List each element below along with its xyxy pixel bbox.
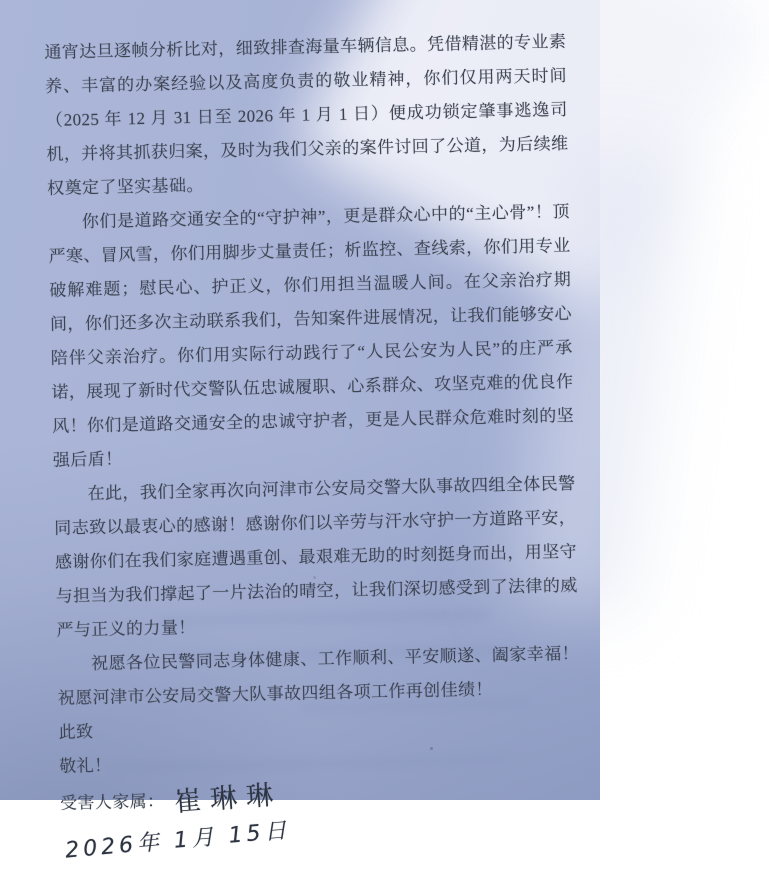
date-handwritten: 2026年 1月 15日 <box>64 818 292 864</box>
signature-label: 受害人家属： <box>59 791 165 813</box>
signature-name-handwritten: 崔琳琳 <box>173 779 284 819</box>
letter-paragraph-continuation: 通宵达旦逐帧分析比对，细致排查海量车辆信息。凭借精湛的专业素养、丰富的办案经验以及高度负责的敬业精神，你们仅用两天时间（2025 年 12 月 31 日至 2026 年 1 月 1 日）便成功锁定肇事逃逸司机，并将其抓获归案，及时为我们父亲的案件讨回了公道，为后续维权奠定了坚实基础。 <box>44 32 569 198</box>
letter-body <box>44 25 583 862</box>
letter-paragraph: 在此，我们全家再次向河津市公安局交警大队事故四组全体民警同志致以最衷心的感谢！感谢你们以辛劳与汗水守护一方道路平安，感谢你们在我们家庭遭遇重创、最艰难无助的时刻挺身而出，用坚守与担当为我们撑起了一片法治的晴空，让我们深切感受到了法律的威严与正义的力量！ <box>54 473 578 640</box>
letter-closing: 此致 <box>58 722 94 742</box>
letter-paragraph: 你们是道路交通安全的“守护神”，更是群众心中的“主心骨”！顶严寒、冒风雪，你们用脚步丈量责任；析监控、查线索，你们用专业破解难题；慰民心、护正义，你们用担当温暖人间。在父亲治疗期间，你们还多次主动联系我们，告知案件进展情况，让我们能够安心陪伴父亲治疗。你们用实际行动践行了“人民公安为人民”的庄严承诺，展现了新时代交警队伍忠诚履职、心系群众、攻坚克难的优良作风！你们是道路交通安全的忠诚守护者，更是人民群众危难时刻的坚强后盾！ <box>48 202 575 470</box>
letter-paragraph: 祝愿各位民警同志身体健康、工作顺利、平安顺遂、阖家幸福！祝愿河津市公安局交警大队事故四组各项工作再创佳绩！ <box>57 643 580 708</box>
letter-salute: 敬礼！ <box>59 755 112 776</box>
